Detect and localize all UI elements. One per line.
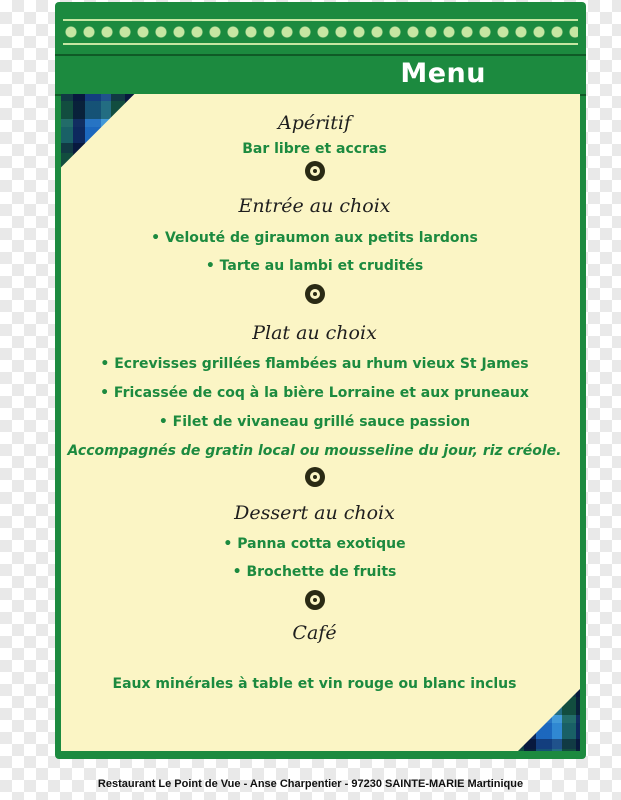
hibiscus-icon xyxy=(305,467,325,487)
menu-title: Menu xyxy=(400,58,486,89)
section-heading-plat: Plat au choix xyxy=(252,322,377,344)
menu-item: • Velouté de giraumon aux petits lardons xyxy=(151,230,478,246)
section-heading-aperitif: Apéritif xyxy=(277,112,352,134)
hibiscus-icon xyxy=(305,284,325,304)
title-band xyxy=(55,54,586,96)
menu-item: • Tarte au lambi et crudités xyxy=(205,258,424,274)
menu-item: • Filet de vivaneau grillé sauce passion xyxy=(158,414,471,430)
section-heading-dessert: Dessert au choix xyxy=(234,502,395,524)
hibiscus-icon xyxy=(305,590,325,610)
decorative-border xyxy=(63,19,578,45)
menu-item: • Panna cotta exotique xyxy=(223,536,406,552)
menu-item: • Fricassée de coq à la bière Lorraine et aux pruneaux xyxy=(100,385,529,401)
hibiscus-icon xyxy=(305,161,325,181)
menu-item: Bar libre et accras xyxy=(242,141,387,157)
plaid-corner-bottom-right xyxy=(420,593,580,751)
menu-item: • Brochette de fruits xyxy=(232,564,397,580)
side-dish-note: Accompagnés de gratin local ou mousseline du jour, riz créole. xyxy=(67,443,562,459)
menu-item: • Ecrevisses grillées flambées au rhum vieux St James xyxy=(100,356,529,372)
section-heading-entree: Entrée au choix xyxy=(238,195,391,217)
section-heading-cafe: Café xyxy=(292,622,337,644)
footer-address: Restaurant Le Point de Vue - Anse Charpentier - 97230 SAINTE-MARIE Martinique xyxy=(97,778,524,790)
drinks-note: Eaux minérales à table et vin rouge ou blanc inclus xyxy=(112,676,517,692)
